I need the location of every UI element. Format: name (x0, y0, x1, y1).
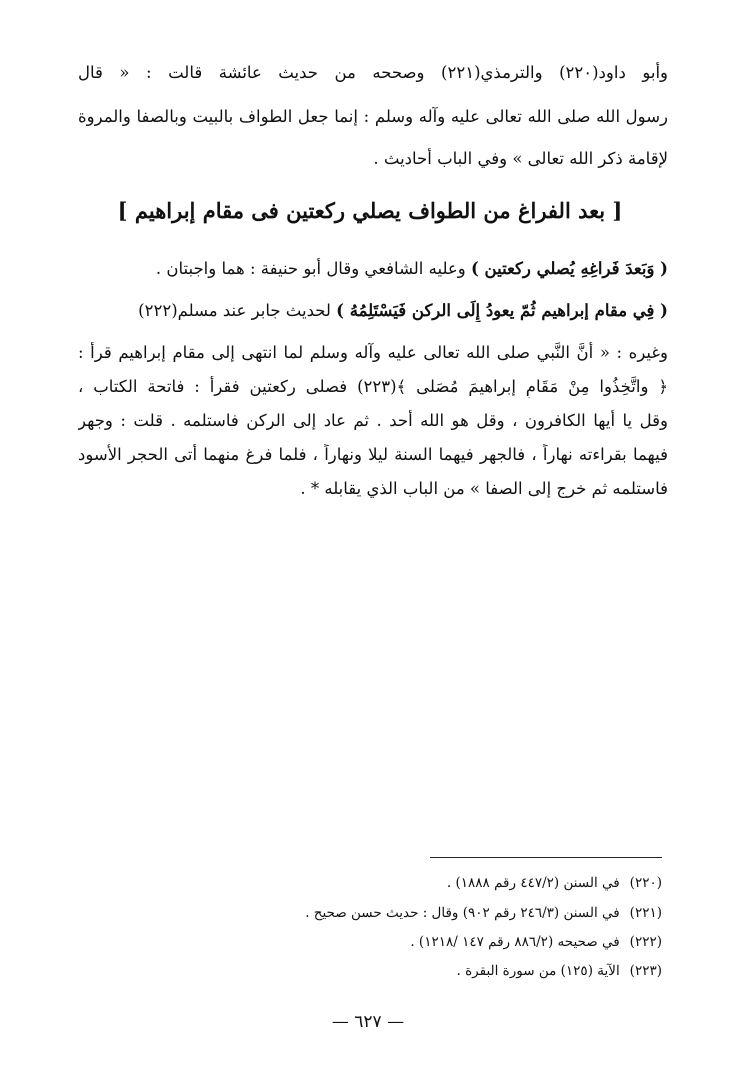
commentary-text: وعليه الشافعي وقال أبو حنيفة : هما واجبتان . (155, 259, 471, 278)
section-heading: [ بعد الفراغ من الطواف يصلي ركعتين فى مقام إبراهيم ] (117, 198, 623, 223)
text-line: فيهما بقراءته نهاراً ، فالجهر فيهما السنة ليلا ونهاراً ، فلما فرغ منهما أتى الحجر الأسود (78, 445, 668, 464)
page-number: — ٦٢٧ — (331, 1012, 405, 1032)
text-line: رسول الله صلى الله تعالى عليه وآله وسلم : إنما جعل الطواف بالبيت وبالصفا والمروة (78, 107, 668, 126)
footnote-text: في السنن (٢٤٦/٣ رقم ٩٠٢) وقال : حديث حسن صحيح . (305, 905, 620, 921)
footnote (200, 932, 662, 952)
text-line: لإقامة ذكر الله تعالى » وفي الباب أحاديث . (373, 149, 668, 168)
paragraph-maqam-ibrahim (78, 300, 668, 520)
commentary-text: لحديث جابر عند مسلم(٢٢٢) (138, 301, 337, 320)
footnote (200, 903, 662, 923)
text-line (78, 258, 668, 280)
footnote-text: في صحيحه (٨٨٦/٢ رقم ١٤٧ /١٢١٨) . (410, 934, 620, 950)
footnote-number: (٢٢٢) (629, 934, 662, 950)
matn-text: ( فِي مقام إبراهيم ثُمّ يعودُ إِلَى الركن فَيَسْتَلِمُهُ ) (336, 301, 668, 320)
footnote-text: في السنن (٤٤٧/٢ رقم ١٨٨٨) . (446, 875, 620, 891)
text-line: وغيره : « أنَّ النَّبي صلى الله تعالى عليه وآله وسلم لما انتهى إلى مقام إبراهيم قرأ : (78, 343, 668, 362)
text-line: فاستلمه ثم خرج إلى الصفا » من الباب الذي يقابله * . (300, 479, 668, 498)
footnote-number: (٢٢٣) (629, 963, 662, 979)
text-line: ﴿ واتَّخِذُوا مِنْ مَقَامِ إبراهيمَ مُصَلى ﴾(٢٢٣) فصلى ركعتين فقرأ : فاتحة الكتاب ، (78, 377, 668, 396)
matn-text: ( وَبَعدَ فَراغِهِ يُصلي ركعتين ) (471, 259, 668, 278)
footnote (200, 961, 662, 981)
text-line: وأبو داود(٢٢٠) والترمذي(٢٢١) وصححه من حديث عائشة قالت : « قال (78, 63, 668, 82)
paragraph-hadith-aisha (78, 62, 668, 168)
footnote-number: (٢٢٠) (629, 875, 662, 891)
footnote-divider (430, 857, 662, 858)
footnote (200, 873, 662, 893)
footnote-number: (٢٢١) (629, 905, 662, 921)
paragraph-two-rakats (78, 258, 668, 288)
text-line (78, 300, 668, 322)
text-line: وقل يا أيها الكافرون ، وقل هو الله أحد . ثم عاد إلى الركن فاستلمه . قلت : وجهر (78, 411, 668, 430)
footnote-text: الآية (١٢٥) من سورة البقرة . (456, 963, 620, 979)
